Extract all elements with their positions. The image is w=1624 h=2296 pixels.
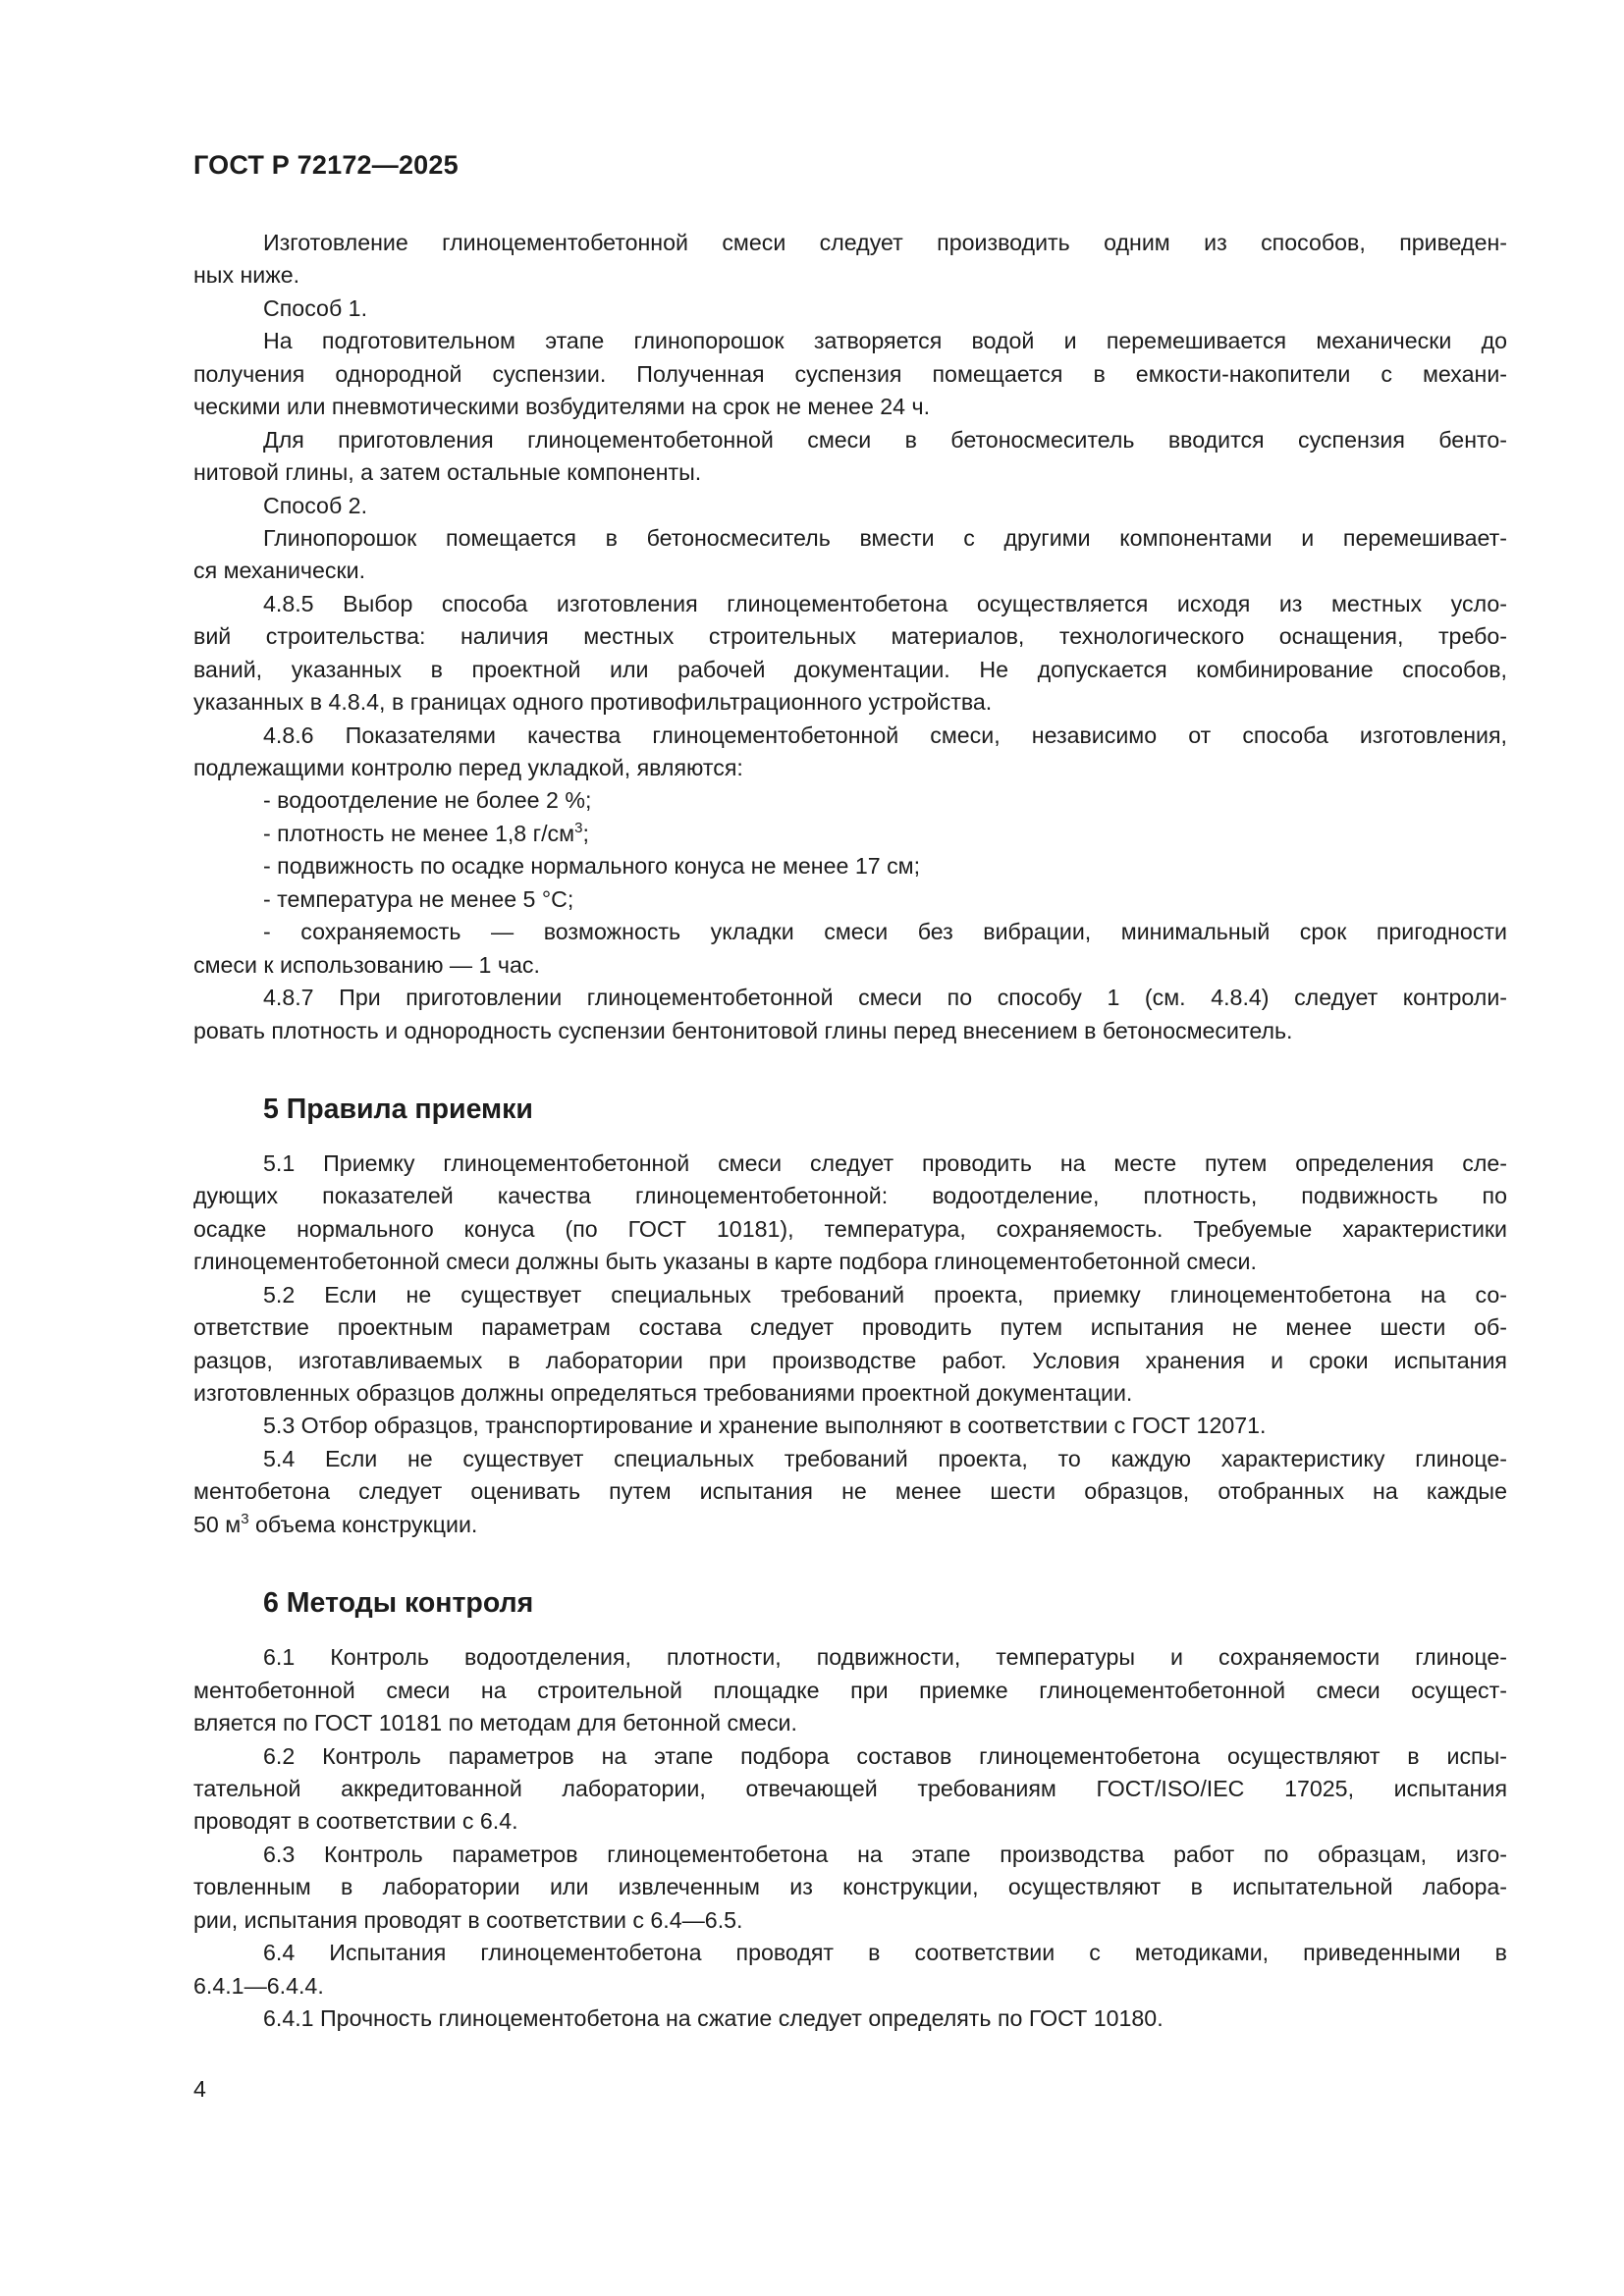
text-line: 4.8.7 При приготовлении глиноцементобетонной смеси по способу 1 (см. 4.8.4) следует контроли- [263,985,1507,1011]
text-line: вляется по ГОСТ 10181 по методам для бетонной смеси. [193,1710,797,1736]
text-span: 50 м [193,1511,242,1537]
text-line: Способ 2. [263,492,368,518]
text-line: ваний, указанных в проектной или рабочей документации. Не допускается комбинирование способов, [193,656,1507,682]
clause-5-1 [193,1148,1507,1279]
text-line [193,1509,1507,1541]
document-id-header: ГОСТ Р 72172—2025 [193,150,459,180]
text-span: объема конструкции. [248,1511,478,1537]
clause-6-3 [193,1839,1507,1937]
text-line: разцов, изготавливаемых в лаборатории при производстве работ. Условия хранения и сроки испытания [193,1347,1507,1373]
text-line: 6.1 Контроль водоотделения, плотности, подвижности, температуры и сохраняемости глиноце- [263,1644,1507,1671]
text-line: смеси к использованию — 1 час. [193,951,540,978]
text-line: 5.4 Если не существует специальных требований проекта, то каждую характеристику глиноце- [263,1445,1507,1471]
section-heading-6: 6 Методы контроля [263,1587,534,1620]
clause-4-8-6 [193,720,1507,785]
text-line: дующих показателей качества глиноцементобетонной: водоотделение, плотность, подвижность по [193,1183,1507,1209]
text-line: - сохраняемость — возможность укладки смеси без вибрации, минимальный срок пригодности [263,919,1507,945]
clause-6-1 [193,1641,1507,1739]
text-line: ческими или пневмотическими возбудителями на срок не менее 24 ч. [193,394,931,420]
clause-6-4 [193,1937,1507,2002]
text-line: 5.1 Приемку глиноцементобетонной смеси следует проводить на месте путем определения сле- [263,1149,1507,1176]
text-line: подлежащими контролю перед укладкой, являются: [193,755,743,780]
text-line: 4.8.5 Выбор способа изготовления глиноцементобетона осуществляется исходя из местных усло- [263,590,1507,616]
clause-5-3 [193,1410,1507,1442]
text-line: 5.3 Отбор образцов, транспортирование и хранение выполняют в соответствии с ГОСТ 12071. [263,1413,1267,1439]
text-line: вий строительства: наличия местных строительных материалов, технологического оснащения, требо- [193,623,1507,650]
text-line: 6.4.1 Прочность глиноцементобетона на сжатие следует определять по ГОСТ 10180. [263,2005,1164,2031]
clause-6-4-1 [193,2002,1507,2035]
text-line: ных ниже. [193,262,300,289]
clause-6-2 [193,1740,1507,1839]
list-item-water-separation [193,784,1507,817]
list-item-preservation [193,916,1507,982]
text-line: ся механически. [193,558,366,584]
clause-4-8-7 [193,982,1507,1047]
superscript: 3 [574,819,583,836]
text-line: 5.2 Если не существует специальных требований проекта, приемку глиноцементобетона на со- [263,1281,1507,1308]
text-line: - подвижность по осадке нормального конуса не менее 17 см; [263,853,921,880]
text-line: Способ 1. [263,294,368,321]
text-line: получения однородной суспензии. Полученная суспензия помещается в емкости-накопители с механи- [193,360,1507,387]
list-item-temperature [193,883,1507,916]
text-line: Глинопорошок помещается в бетоносмеситель вмести с другими компонентами и перемешивает- [263,524,1507,551]
paragraph-mixer [193,424,1507,490]
page-number: 4 [193,2076,206,2102]
text-line: изготовленных образцов должны определяться требованиями проектной документации. [193,1380,1133,1406]
text-line: указанных в 4.8.4, в границах одного противофильтрационного устройства. [193,689,993,716]
paragraph-method-1-label [193,293,1507,325]
text-line: ментобетона следует оценивать путем испытания не менее шести образцов, отобранных на каждые [193,1478,1507,1505]
text-line: Для приготовления глиноцементобетонной смеси в бетоносмеситель вводится суспензия бенто- [263,426,1507,453]
paragraph-method-2-label [193,490,1507,522]
clause-4-8-5 [193,588,1507,720]
page-body [193,227,1507,2035]
text-line: Изготовление глиноцементобетонной смеси следует производить одним из способов, приведен- [263,230,1507,255]
text-line [193,818,1507,850]
superscript: 3 [241,1510,249,1527]
text-line: рии, испытания проводят в соответствии с 6.4—6.5. [193,1906,743,1933]
text-line: товленным в лаборатории или извлеченным из конструкции, осуществляют в испытательной лабора- [193,1874,1507,1900]
section-heading-5: 5 Правила приемки [263,1093,533,1125]
list-item-density [193,818,1507,850]
text-line: На подготовительном этапе глинопорошок затворяется водой и перемешивается механически до [263,328,1507,354]
text-line: - водоотделение не более 2 %; [263,787,592,814]
text-line: - температура не менее 5 °С; [263,885,574,912]
text-span: ; [582,820,589,846]
text-span: - плотность не менее 1,8 г/см [263,820,575,846]
text-line: 6.2 Контроль параметров на этапе подбора составов глиноцементобетона осуществляют в испы- [263,1742,1507,1769]
text-line: 6.4.1—6.4.4. [193,1972,324,1999]
paragraph-intro [193,227,1507,293]
paragraph-method-1 [193,325,1507,423]
clause-5-2 [193,1279,1507,1411]
text-line: 6.3 Контроль параметров глиноцементобетона на этапе производства работ по образцам, изго- [263,1841,1507,1867]
text-line: нитовой глины, а затем остальные компоненты. [193,459,702,486]
text-line: тательной аккредитованной лаборатории, отвечающей требованиям ГОСТ/ISO/IEC 17025, испытания [193,1775,1507,1801]
text-line: глиноцементобетонной смеси должны быть указаны в карте подбора глиноцементобетонной смеси. [193,1249,1257,1275]
text-line: осадке нормального конуса (по ГОСТ 10181), температура, сохраняемость. Требуемые характеристики [193,1215,1507,1242]
text-line: ментобетонной смеси на строительной площадке при приемке глиноцементобетонной смеси осущест- [193,1677,1507,1703]
paragraph-method-2 [193,522,1507,588]
clause-5-4 [193,1443,1507,1541]
text-line: 4.8.6 Показателями качества глиноцементобетонной смеси, независимо от способа изготовления, [263,721,1507,748]
text-line: ровать плотность и однородность суспензии бентонитовой глины перед внесением в бетоносмеситель. [193,1017,1293,1043]
text-line: проводят в соответствии с 6.4. [193,1808,518,1835]
text-line: ответствие проектным параметрам состава следует проводить путем испытания не менее шести об- [193,1314,1507,1341]
list-item-mobility [193,850,1507,882]
text-line: 6.4 Испытания глиноцементобетона проводят в соответствии с методиками, приведенными в [263,1940,1507,1966]
